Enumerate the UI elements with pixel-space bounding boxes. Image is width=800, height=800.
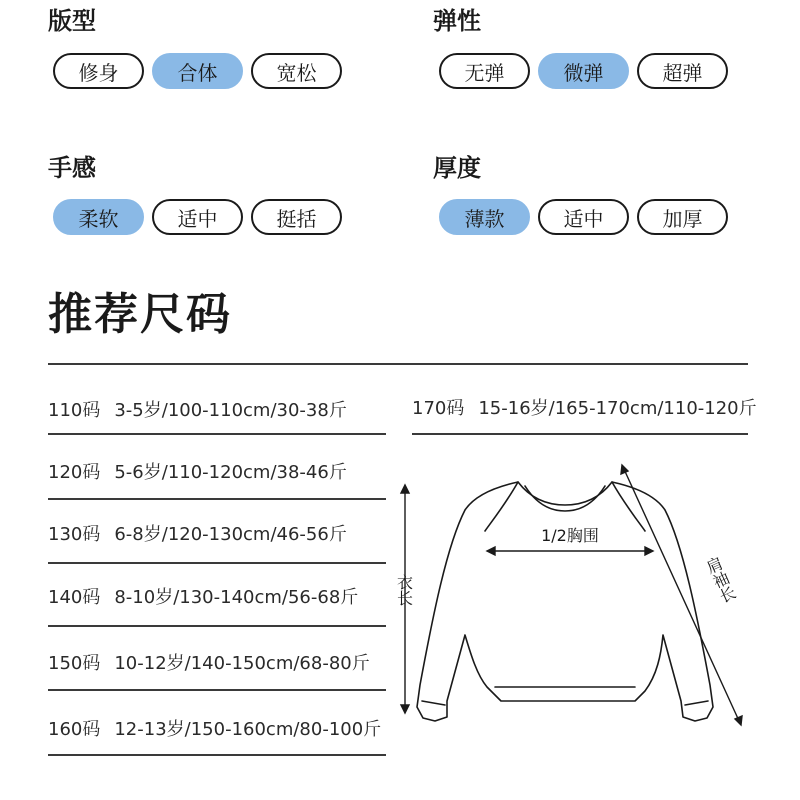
- section-divider: [48, 363, 748, 365]
- elasticity-option-high[interactable]: 超弹: [637, 53, 728, 89]
- elasticity-option-none[interactable]: 无弹: [439, 53, 530, 89]
- feel-option-medium[interactable]: 适中: [152, 199, 243, 235]
- size-code: 170码: [412, 398, 465, 419]
- size-row-divider: [48, 562, 386, 564]
- elasticity-options: [439, 53, 728, 89]
- size-detail: 10-12岁/140-150cm/68-80斤: [114, 653, 370, 674]
- thickness-option-thick[interactable]: 加厚: [637, 199, 728, 235]
- feel-option-crisp[interactable]: 挺括: [251, 199, 342, 235]
- size-code: 110码: [48, 400, 101, 421]
- size-row-120: [48, 462, 347, 484]
- attr-title-thickness: 厚度: [433, 154, 481, 182]
- chest-label: 1/2胸围: [541, 526, 599, 545]
- section-title: 推荐尺码: [48, 289, 232, 340]
- size-row-divider: [48, 433, 386, 435]
- elasticity-option-slight[interactable]: 微弹: [538, 53, 629, 89]
- size-row-divider: [412, 433, 748, 435]
- size-detail: 3-5岁/100-110cm/30-38斤: [114, 400, 347, 421]
- size-row-140: [48, 587, 358, 609]
- sweatshirt-outline: [417, 482, 713, 721]
- sweatshirt-diagram: [385, 455, 785, 755]
- size-detail: 12-13岁/150-160cm/80-100斤: [114, 719, 382, 740]
- size-row-divider: [48, 625, 386, 627]
- attr-title-feel: 手感: [48, 154, 96, 182]
- size-row-divider: [48, 498, 386, 500]
- size-detail: 6-8岁/120-130cm/46-56斤: [114, 524, 347, 545]
- size-code: 120码: [48, 462, 101, 483]
- fit-option-loose[interactable]: 宽松: [251, 53, 342, 89]
- size-row-130: [48, 524, 347, 546]
- size-code: 130码: [48, 524, 101, 545]
- left-raglan-seam: [485, 482, 518, 531]
- thickness-option-medium[interactable]: 适中: [538, 199, 629, 235]
- size-row-divider: [48, 754, 386, 756]
- attr-title-fit: 版型: [48, 7, 96, 35]
- size-detail: 15-16岁/165-170cm/110-120斤: [478, 398, 757, 419]
- size-code: 160码: [48, 719, 101, 740]
- attr-title-elasticity: 弹性: [433, 7, 481, 35]
- size-row-150: [48, 653, 370, 675]
- chest-arrow: [487, 547, 653, 555]
- fit-option-slim[interactable]: 修身: [53, 53, 144, 89]
- fit-option-regular[interactable]: 合体: [152, 53, 243, 89]
- thickness-option-thin[interactable]: 薄款: [439, 199, 530, 235]
- length-label: 衣长: [394, 574, 414, 606]
- size-detail: 8-10岁/130-140cm/56-68斤: [114, 587, 359, 608]
- right-cuff: [685, 701, 708, 705]
- size-code: 150码: [48, 653, 101, 674]
- size-row-divider: [48, 689, 386, 691]
- right-raglan-seam: [612, 482, 645, 531]
- fit-options: [53, 53, 342, 89]
- size-row-110: [48, 400, 347, 422]
- size-detail: 5-6岁/110-120cm/38-46斤: [114, 462, 347, 483]
- sleeve-label: 肩袖长: [701, 554, 739, 606]
- thickness-options: [439, 199, 728, 235]
- size-row-170: [412, 398, 757, 420]
- left-cuff: [422, 701, 445, 705]
- size-code: 140码: [48, 587, 101, 608]
- feel-options: [53, 199, 342, 235]
- size-row-160: [48, 719, 381, 741]
- feel-option-soft[interactable]: 柔软: [53, 199, 144, 235]
